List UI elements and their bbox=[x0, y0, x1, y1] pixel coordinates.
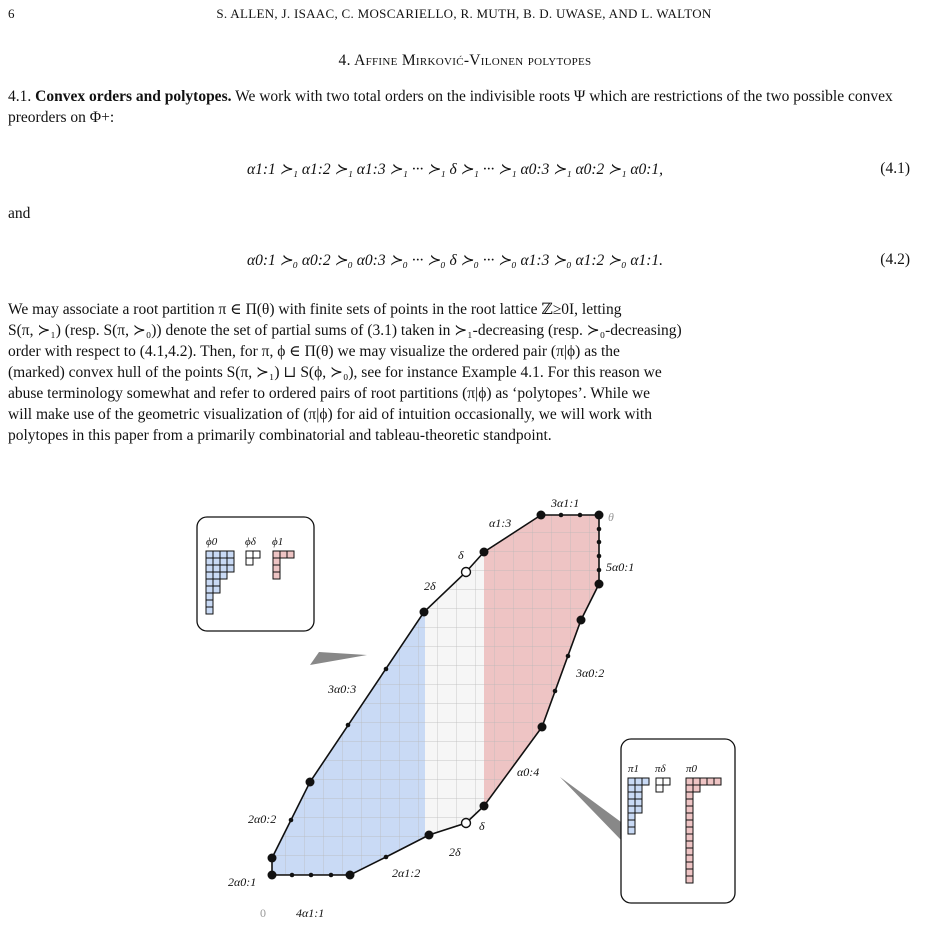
vertex bbox=[329, 873, 334, 878]
young-cell bbox=[280, 551, 287, 558]
label-pi-delta: πδ bbox=[655, 763, 666, 775]
young-cell bbox=[206, 607, 213, 614]
young-cell bbox=[213, 558, 220, 565]
vertex bbox=[268, 854, 277, 863]
label-origin: 0 bbox=[260, 906, 266, 920]
label-two-delta-top: 2δ bbox=[424, 579, 436, 593]
young-cell bbox=[656, 785, 663, 792]
body-line: will make use of the geometric visualization of (π|ϕ) for aid of intuition occasionally, we will work with bbox=[8, 406, 652, 423]
young-cell bbox=[227, 551, 234, 558]
young-cell bbox=[714, 778, 721, 785]
vertex bbox=[597, 568, 602, 573]
equation-4-2-body: α0:1 ≻₀ α0:2 ≻₀ α0:3 ≻₀ ··· ≻₀ δ ≻₀ ··· ≻₀ α1:3 ≻₀ α1:2 ≻₀ α1:1. bbox=[246, 252, 664, 269]
label-left-bottom: 2α0:1 bbox=[228, 875, 257, 889]
label-two-delta-bottom: 2δ bbox=[449, 845, 461, 859]
label-delta-bottom: δ bbox=[479, 819, 485, 833]
young-cell bbox=[635, 792, 642, 799]
young-cell bbox=[206, 572, 213, 579]
young-cell bbox=[686, 834, 693, 841]
equation-4-1-number: (4.1) bbox=[880, 160, 910, 177]
and-word: and bbox=[8, 205, 31, 222]
label-right-mid: 3α0:2 bbox=[576, 666, 605, 680]
young-cell bbox=[206, 593, 213, 600]
polytope-figure bbox=[190, 495, 750, 925]
vertex bbox=[595, 580, 604, 589]
young-cell bbox=[635, 806, 642, 813]
vertex bbox=[346, 723, 351, 728]
vertex bbox=[566, 654, 571, 659]
body-line: abuse terminology somewhat and refer to ordered pairs of root partitions (π|ϕ) as ‘polytopes’. While we bbox=[8, 385, 651, 402]
young-cell bbox=[220, 572, 227, 579]
callout-pointer-top bbox=[310, 652, 367, 665]
young-cell bbox=[273, 565, 280, 572]
body-paragraph bbox=[8, 299, 910, 446]
young-cell bbox=[206, 600, 213, 607]
young-cell bbox=[686, 841, 693, 848]
young-cell bbox=[635, 785, 642, 792]
subsection-title: Convex orders and polytopes. bbox=[35, 88, 232, 105]
young-cell bbox=[686, 792, 693, 799]
young-cell bbox=[686, 806, 693, 813]
young-cell bbox=[686, 876, 693, 883]
bottom-callout-box bbox=[621, 739, 735, 903]
subsection-number: 4.1. bbox=[8, 88, 32, 105]
young-cell bbox=[686, 813, 693, 820]
young-cell bbox=[220, 558, 227, 565]
vertex bbox=[595, 511, 604, 520]
young-cell bbox=[213, 551, 220, 558]
young-cell bbox=[686, 820, 693, 827]
young-cell bbox=[686, 785, 693, 792]
vertex bbox=[290, 873, 295, 878]
young-cell bbox=[693, 778, 700, 785]
young-cell bbox=[635, 799, 642, 806]
young-cell bbox=[628, 813, 635, 820]
young-cell bbox=[628, 820, 635, 827]
label-delta-top: δ bbox=[458, 548, 464, 562]
vertex bbox=[346, 871, 355, 880]
young-cell bbox=[686, 848, 693, 855]
young-cell bbox=[686, 862, 693, 869]
young-cell bbox=[635, 778, 642, 785]
vertex bbox=[384, 855, 389, 860]
open-vertex-top bbox=[462, 568, 471, 577]
label-pi-0: π0 bbox=[686, 763, 698, 775]
vertex bbox=[597, 554, 602, 559]
vertex bbox=[268, 871, 277, 880]
label-bottom: 4α1:1 bbox=[296, 906, 325, 920]
young-cell bbox=[273, 572, 280, 579]
label-bottom-right: 2α1:2 bbox=[392, 866, 421, 880]
vertex bbox=[578, 513, 583, 518]
vertex bbox=[480, 548, 489, 557]
callout-pointer-bottom bbox=[560, 777, 621, 840]
equation-4-2-number: (4.2) bbox=[880, 251, 910, 268]
young-cell bbox=[220, 565, 227, 572]
young-cell bbox=[707, 778, 714, 785]
young-cell bbox=[273, 558, 280, 565]
young-cell bbox=[213, 579, 220, 586]
young-cell bbox=[220, 551, 227, 558]
label-phi-0: ϕ0 bbox=[206, 536, 218, 548]
young-cell bbox=[227, 565, 234, 572]
label-left-mid: 3α0:3 bbox=[328, 682, 357, 696]
section-title bbox=[0, 52, 930, 70]
young-cell bbox=[273, 551, 280, 558]
young-cell bbox=[206, 565, 213, 572]
young-cell bbox=[628, 785, 635, 792]
young-cell bbox=[206, 586, 213, 593]
vertex bbox=[480, 802, 489, 811]
young-cell bbox=[206, 558, 213, 565]
vertex bbox=[425, 831, 434, 840]
young-cell bbox=[686, 827, 693, 834]
subsection-intro bbox=[8, 86, 910, 128]
young-cell bbox=[656, 778, 663, 785]
vertex bbox=[553, 689, 558, 694]
vertex bbox=[559, 513, 564, 518]
label-lower-right: α0:4 bbox=[517, 765, 540, 779]
vertex bbox=[597, 527, 602, 532]
vertex bbox=[537, 511, 546, 520]
label-upper-left: α1:3 bbox=[489, 516, 512, 530]
young-cell bbox=[642, 778, 649, 785]
young-cell bbox=[663, 778, 670, 785]
label-right-top: 5α0:1 bbox=[606, 560, 635, 574]
vertex bbox=[420, 608, 429, 617]
vertex bbox=[597, 540, 602, 545]
young-cell bbox=[686, 799, 693, 806]
page-number: 6 bbox=[8, 6, 15, 21]
young-cell bbox=[628, 827, 635, 834]
subsection-intro-text: We work with two total orders on the indivisible roots Ψ which are restrictions of the two possible convex preorders on Φ+: bbox=[8, 88, 893, 126]
body-line: We may associate a root partition π ∈ Π(θ) with finite sets of points in the root lattice ℤ≥0I, letting bbox=[8, 301, 622, 318]
author-line: S. ALLEN, J. ISAAC, C. MOSCARIELLO, R. MUTH, B. D. UWASE, AND L. WALTON bbox=[216, 6, 712, 21]
vertex bbox=[577, 616, 586, 625]
vertex bbox=[289, 818, 294, 823]
body-line: order with respect to (4.1,4.2). Then, for π, ϕ ∈ Π(θ) we may visualize the ordered pair (π|ϕ) as the bbox=[8, 343, 620, 360]
young-cell bbox=[693, 785, 700, 792]
vertex bbox=[309, 873, 314, 878]
label-pi-1: π1 bbox=[628, 763, 640, 775]
section-title-text: 4. Affine Mirković-Vilonen polytopes bbox=[338, 52, 592, 69]
young-cell bbox=[287, 551, 294, 558]
label-theta: θ bbox=[608, 510, 614, 524]
body-line: S(π, ≻₁) (resp. S(π, ≻₀)) denote the set of partial sums of (3.1) taken in ≻₁-decreasing (resp. ≻₀-decreasing) bbox=[8, 322, 682, 339]
young-cell bbox=[246, 558, 253, 565]
open-vertex-bottom bbox=[462, 819, 471, 828]
body-line: polytopes in this paper from a primarily combinatorial and tableau-theoretic standpoint. bbox=[8, 427, 552, 444]
vertex bbox=[538, 723, 547, 732]
young-cell bbox=[686, 869, 693, 876]
top-callout-box bbox=[197, 517, 314, 631]
young-cell bbox=[253, 551, 260, 558]
young-cell bbox=[246, 551, 253, 558]
young-cell bbox=[206, 579, 213, 586]
label-left-low: 2α0:2 bbox=[248, 812, 277, 826]
body-line: (marked) convex hull of the points S(π, ≻₁) ⊔ S(ϕ, ≻₀), see for instance Example 4.1. For this reason we bbox=[8, 364, 662, 381]
young-cell bbox=[227, 558, 234, 565]
young-cell bbox=[686, 778, 693, 785]
label-top: 3α1:1 bbox=[551, 496, 580, 510]
young-cell bbox=[206, 551, 213, 558]
young-cell bbox=[213, 572, 220, 579]
young-cell bbox=[213, 586, 220, 593]
label-phi-delta: ϕδ bbox=[245, 536, 256, 548]
young-cell bbox=[628, 806, 635, 813]
young-cell bbox=[628, 792, 635, 799]
young-cell bbox=[700, 778, 707, 785]
young-cell bbox=[686, 855, 693, 862]
young-cell bbox=[628, 778, 635, 785]
vertex bbox=[384, 667, 389, 672]
vertex bbox=[306, 778, 315, 787]
equation-4-1-body: α1:1 ≻₁ α1:2 ≻₁ α1:3 ≻₁ ··· ≻₁ δ ≻₁ ··· ≻₁ α0:3 ≻₁ α0:2 ≻₁ α0:1, bbox=[246, 161, 664, 178]
young-cell bbox=[628, 799, 635, 806]
label-phi-1: ϕ1 bbox=[272, 536, 284, 548]
young-cell bbox=[213, 565, 220, 572]
